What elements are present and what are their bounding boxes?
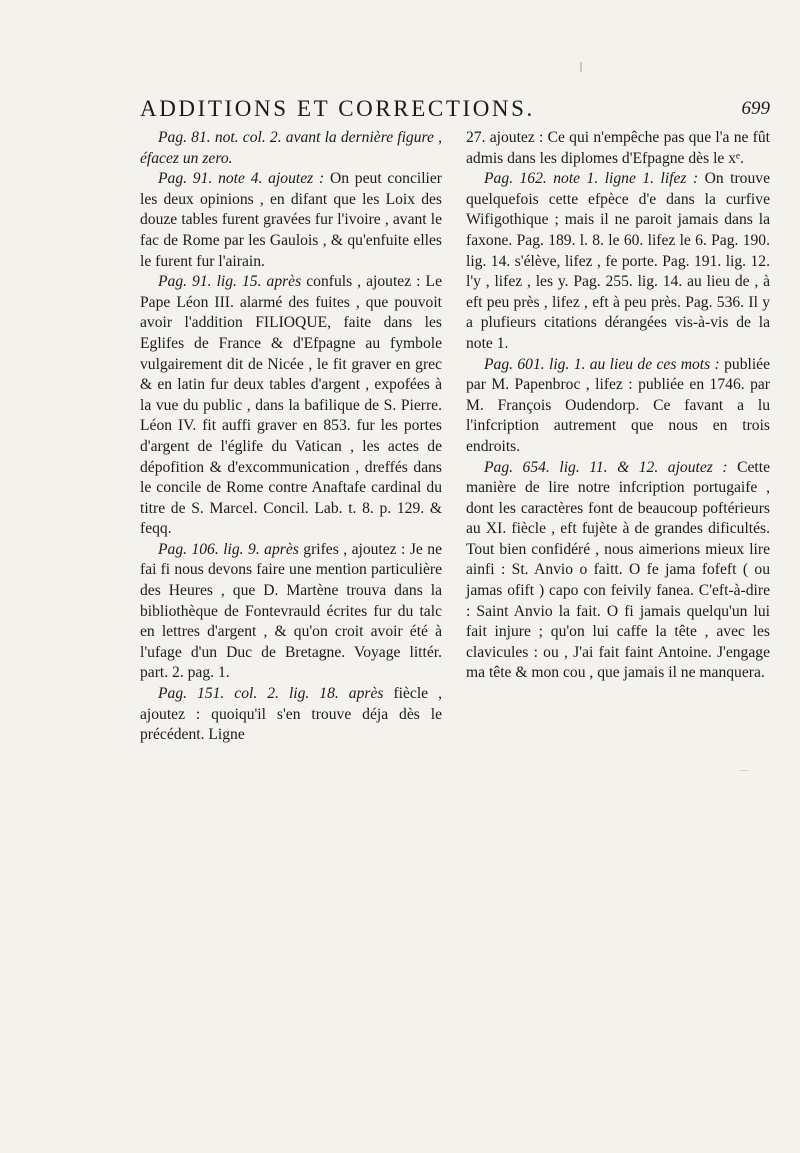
left-column: [140, 128, 442, 746]
paragraph: [466, 458, 770, 685]
page-reference: Pag. 91. lig. 15. après: [158, 273, 302, 291]
page-reference: Pag. 654. lig. 11. & 12. ajoutez :: [484, 458, 728, 476]
paragraph: [140, 540, 442, 684]
paragraph: [466, 128, 770, 169]
paragraph: [140, 684, 442, 746]
paragraph-text: Cette manière de lire notre infcription portugaife , dont les caractères font de beaucoup poftérieurs au XI. fiècle , eft fujète à de grandes dificultés. Tout bien confidéré , nous aimerions mieux lire ainfi : St. Anvio o faitt. O fe jama fofeft ( ou jamas ofift ) capo con feivily fanea. C'eft-à-dire : Saint Anvio la fait. O fi jamais quelqu'un lui fait injure ; qu'on lui caffe la tête , avec les clavicules : ou , J'ai fait faint Antoine. J'engage ma tête & mon cou , que jamais il ne manquera.: [466, 458, 770, 682]
page-title: ADDITIONS ET CORRECTIONS.: [140, 96, 535, 121]
page-number: 699: [741, 98, 770, 119]
paragraph: [140, 128, 442, 169]
page-reference: Pag. 81. not. col. 2. avant la dernière figure , éfacez un zero.: [140, 129, 442, 167]
paragraph-text: confuls , ajoutez : Le Pape Léon III. alarmé des fuites , que pouvoit avoir l'addition FILIOQUE, faite dans les Eglifes de France & d'Efpagne au fymbole vulgairement dit de Nicée , le fit graver en grec & en latin fur deux tables d'argent , expofées à la vue du public , dans la bafilique de S. Pierre. Léon IV. fit auffi graver en 853. fur les portes d'argent de l'églife du Vatican , les actes de dépofition & d'excommunication , dreffés dans le concile de Rome contre Anaftafe cardinal du titre de S. Marcel. Concil. Lab. t. 8. p. 129. & feqq.: [140, 273, 443, 538]
paragraph: [140, 272, 442, 540]
paragraph-text: 27. ajoutez : Ce qui n'empêche pas que l'a ne fût admis dans les diplomes d'Efpagne dès le xᵉ.: [466, 129, 770, 167]
right-column: [466, 128, 770, 684]
paragraph: [466, 355, 770, 458]
page-reference: Pag. 151. col. 2. lig. 18. après: [158, 685, 384, 703]
page-reference: Pag. 106. lig. 9. après: [158, 540, 299, 558]
paragraph-text: grifes , ajoutez : Je ne fai fi nous devons faire une mention particulière des Heures , que D. Martène trouva dans la bibliothèque de Fontevrauld écrites fur du talc en lettres d'argent , & qu'on croit avoir été à l'ufage d'un Duc de Bretagne. Voyage littér. part. 2. pag. 1.: [140, 540, 442, 682]
page-reference: Pag. 162. note 1. ligne 1. lifez :: [484, 170, 699, 188]
ink-speck: [740, 770, 748, 771]
paragraph-text: publiée par M. Papenbroc , lifez : publiée en 1746. par M. François Oudendorp. Ce favant a lu l'infcription autrement que nous en trois endroits.: [466, 355, 770, 455]
running-header: [140, 96, 770, 126]
paragraph-text: fiècle , ajoutez : quoiqu'il s'en trouve déja dès le précédent. Ligne: [140, 685, 442, 744]
page-reference: Pag. 91. note 4. ajoutez :: [158, 170, 325, 188]
paragraph-text: On trouve quelquefois cette efpèce d'e dans la curfive Wifigothique ; mais il ne paroit jamais dans la faxone. Pag. 189. l. 8. le 60. lifez le 6. Pag. 190. lig. 14. s'élève, lifez , fe porte. Pag. 191. lig. 12. l'y , lifez , les y. Pag. 255. lig. 14. au lieu de , à eft peu près , lifez , eft à peu près. Pag. 536. Il y a plufieurs citations dérangées vis-à-vis de la note 1.: [466, 170, 770, 352]
page-reference: Pag. 601. lig. 1. au lieu de ces mots :: [484, 355, 720, 373]
paragraph: [140, 169, 442, 272]
paragraph-text: On peut concilier les deux opinions , en difant que les Loix des douze tables furent gravées fur l'ivoire , avant le fac de Rome par les Gaulois , & qu'enfuite elles le furent fur l'airain.: [140, 170, 442, 270]
ink-speck: [580, 62, 582, 72]
paragraph: [466, 169, 770, 354]
